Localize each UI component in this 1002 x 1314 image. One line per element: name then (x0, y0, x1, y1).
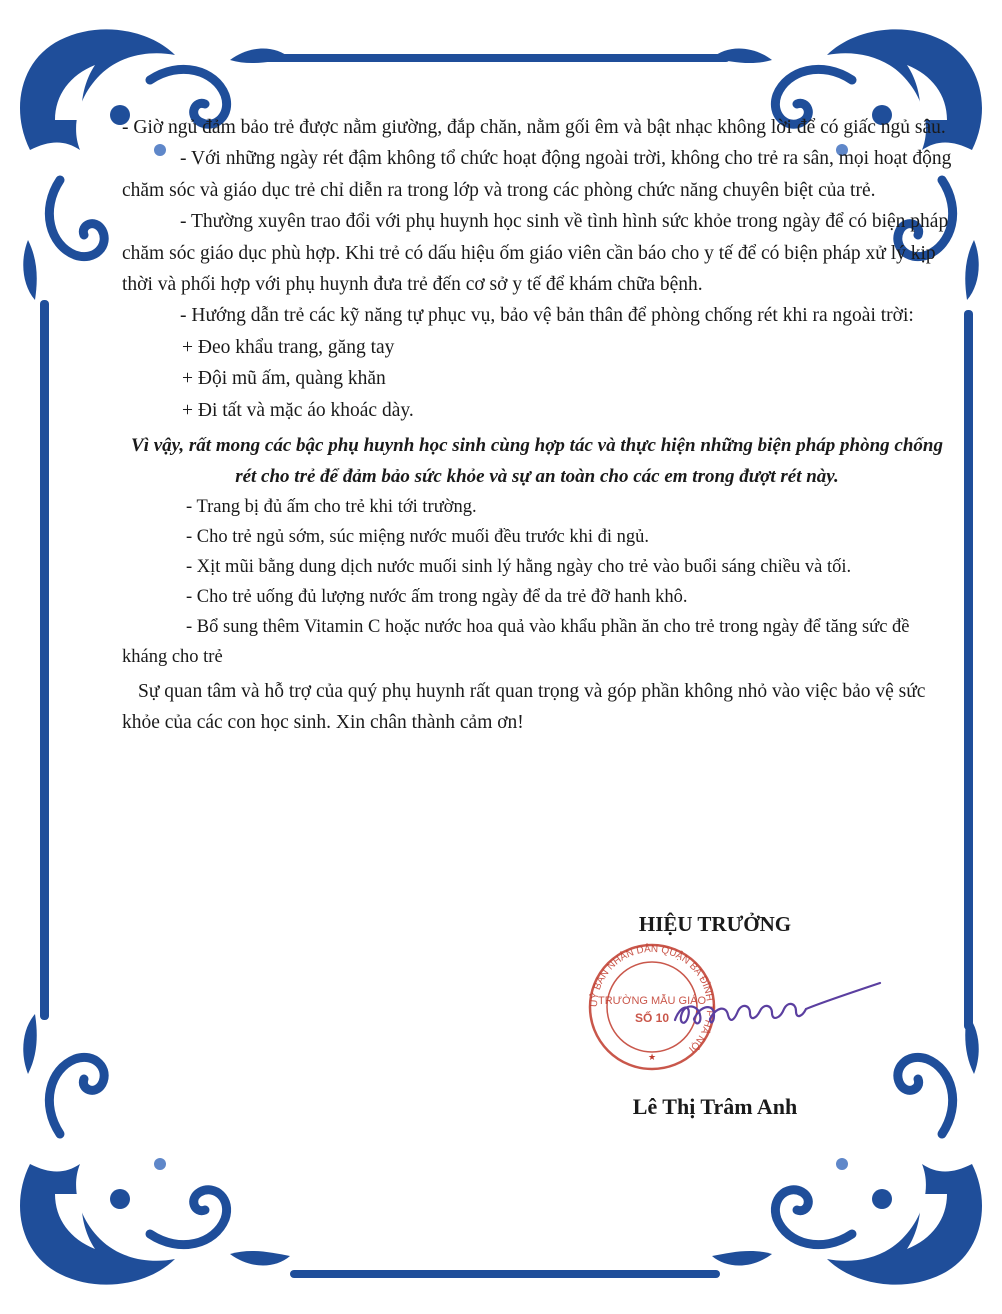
paragraph-self-care-skills: - Hướng dẫn trẻ các kỹ năng tự phục vụ, bảo vệ bản thân để phòng chống rét khi ra ngoài trời: (180, 305, 914, 327)
svg-text:TRƯỜNG MẪU GIÁO: TRƯỜNG MẪU GIÁO (597, 995, 707, 1007)
signatory-title: HIỆU TRƯỞNG (638, 912, 792, 936)
signatory-name: Lê Thị Trâm Anh (632, 1094, 798, 1119)
list-item: - Xịt mũi bằng dung dịch nước muối sinh lý hằng ngày cho trẻ vào buổi sáng chiều và tối. (186, 557, 852, 578)
emphasis-request: Vì vậy, rất mong các bậc phụ huynh học sinh cùng hợp tác và thực hiện những biện pháp phòng chống rét cho trẻ để đảm bảo sức khỏe và sự an toàn cho các em trong đượt rét này. (131, 435, 943, 488)
paragraph-sleep: - Giờ ngủ đảm bảo trẻ được nằm giường, đắp chăn, nằm gối êm và bật nhạc không lời để có giấc ngủ sâu. (122, 117, 946, 138)
svg-text:UỶ BAN NHÂN DÂN QUẬN BA ĐÌNH T: UỶ BAN NHÂN DÂN QUẬN BA ĐÌNH TP HÀ NỘI (588, 943, 716, 1055)
list-item: + Đeo khẩu trang, găng tay (182, 336, 395, 358)
handwritten-signature (670, 975, 885, 1035)
letter-body (122, 112, 952, 739)
svg-text:★: ★ (647, 1052, 657, 1062)
list-item: - Trang bị đủ ấm cho trẻ khi tới trường. (186, 497, 477, 518)
svg-text:SỐ 10: SỐ 10 (634, 1011, 670, 1025)
list-item: - Cho trẻ uống đủ lượng nước ấm trong ngày để da trẻ đỡ hanh khô. (186, 587, 688, 608)
list-item: - Bổ sung thêm Vitamin C hoặc nước hoa quả vào khẩu phần ăn cho trẻ trong ngày để tăng sức đề kháng cho trẻ (122, 617, 910, 668)
paragraph-cold-days: - Với những ngày rét đậm không tổ chức hoạt động ngoài trời, không cho trẻ ra sân, mọi hoạt động chăm sóc và giáo dục trẻ chỉ diễn ra trong lớp và trong các phòng chức năng chuyên biệt của trẻ. (122, 148, 952, 201)
closing-paragraph: Sự quan tâm và hỗ trợ của quý phụ huynh rất quan trọng và góp phần không nhỏ vào việc bảo vệ sức khỏe của các con học sinh. Xin chân thành cảm ơn! (122, 681, 926, 734)
list-item: - Cho trẻ ngủ sớm, súc miệng nước muối đều trước khi đi ngủ. (186, 527, 650, 548)
list-item: + Đội mũ ấm, quàng khăn (182, 368, 386, 390)
paragraph-parent-contact: - Thường xuyên trao đổi với phụ huynh học sinh về tình hình sức khỏe trong ngày để có biện pháp chăm sóc giáo dục phù hợp. Khi trẻ có dấu hiệu ốm giáo viên cần báo cho y tế để có biện pháp xử lý kịp thời và phối hợp với phụ huynh đưa trẻ đến cơ sở y tế để khám chữa bệnh. (122, 211, 949, 296)
list-item: + Đi tất và mặc áo khoác dày. (182, 399, 414, 421)
